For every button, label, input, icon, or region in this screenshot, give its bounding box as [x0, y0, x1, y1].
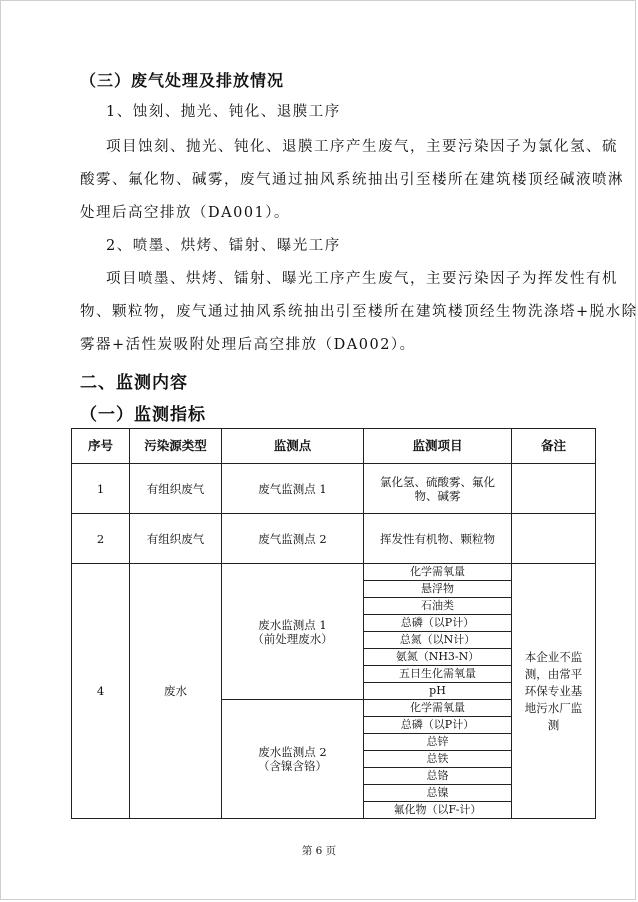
cell-no: 4 — [72, 564, 130, 819]
paragraph-2-line-3: 雾器+活性炭吸附处理后高空排放（DA002）。 — [80, 337, 416, 353]
header-no: 序号 — [72, 429, 130, 464]
paragraph-1-line-2: 酸雾、氟化物、碱雾，废气通过抽风系统抽出引至楼所在建筑楼顶经碱液喷淋 — [80, 172, 624, 188]
monitoring-item: 总磷（以P计） — [364, 717, 512, 734]
monitoring-item: 氨氮（NH3-N） — [364, 649, 512, 666]
monitoring-item: 氟化物（以F-计） — [364, 802, 512, 819]
cell-no: 1 — [72, 464, 130, 514]
cell-source-type: 废水 — [130, 564, 222, 819]
paragraph-2-line-1: 项目喷墨、烘烤、镭射、曝光工序产生废气，主要污染因子为挥发性有机 — [106, 271, 618, 287]
section-3-title: （三）废气处理及排放情况 — [80, 71, 285, 90]
monitoring-item: 五日生化需氧量 — [364, 666, 512, 683]
table-header-row — [72, 429, 596, 464]
monitoring-item: 悬浮物 — [364, 581, 512, 598]
table-row — [72, 564, 596, 581]
table-row — [72, 514, 596, 564]
header-monitoring-items: 监测项目 — [364, 429, 512, 464]
wastewater-point-1-name: 废水监测点 1 — [258, 617, 327, 632]
paragraph-1-line-3: 处理后高空排放（DA001）。 — [80, 205, 291, 221]
monitoring-item: 总氮（以N计） — [364, 632, 512, 649]
cell-no: 2 — [72, 514, 130, 564]
paragraph-1-line-1: 项目蚀刻、抛光、钝化、退膜工序产生废气，主要污染因子为氯化氢、硫 — [106, 139, 618, 155]
cell-monitoring-items: 氯化氢、硫酸雾、氟化物、碱雾 — [364, 464, 512, 514]
monitoring-item: 化学需氧量 — [364, 564, 512, 581]
wastewater-point-2 — [222, 700, 364, 819]
cell-monitoring-point: 废气监测点 1 — [222, 464, 364, 514]
monitoring-item: 石油类 — [364, 598, 512, 615]
section-2-title: 二、监测内容 — [80, 373, 188, 393]
paragraph-2-line-2: 物、颗粒物，废气通过抽风系统抽出引至楼所在建筑楼顶经生物洗涤塔+脱水除 — [80, 304, 638, 320]
subsection-2-title: 2、喷墨、烘烤、镭射、曝光工序 — [106, 238, 341, 254]
wastewater-point-1 — [222, 564, 364, 700]
monitoring-item: 化学需氧量 — [364, 700, 512, 717]
cell-note — [512, 464, 596, 514]
monitoring-item: pH — [364, 683, 512, 700]
monitoring-item: 总铁 — [364, 751, 512, 768]
monitoring-item: 总铬 — [364, 768, 512, 785]
wastewater-point-1-desc: （前处理废水） — [252, 631, 333, 646]
header-monitoring-point: 监测点 — [222, 429, 364, 464]
cell-source-type: 有组织废气 — [130, 464, 222, 514]
cell-source-type: 有组织废气 — [130, 514, 222, 564]
monitoring-table — [71, 428, 596, 819]
subsection-1-title: 1、蚀刻、抛光、钝化、退膜工序 — [106, 104, 341, 120]
table-row — [72, 464, 596, 514]
monitoring-indicators-title: （一）监测指标 — [80, 405, 206, 425]
monitoring-item: 总锌 — [364, 734, 512, 751]
monitoring-item: 总磷（以P计） — [364, 615, 512, 632]
cell-monitoring-point: 废气监测点 2 — [222, 514, 364, 564]
wastewater-point-2-desc: （含镍含铬） — [258, 759, 327, 773]
page-number: 第 6 页 — [301, 845, 337, 857]
cell-monitoring-items: 挥发性有机物、颗粒物 — [364, 514, 512, 564]
header-source-type: 污染源类型 — [130, 429, 222, 464]
monitoring-item: 总镍 — [364, 785, 512, 802]
header-note: 备注 — [512, 429, 596, 464]
wastewater-point-2-name: 废水监测点 2 — [258, 745, 327, 759]
cell-note — [512, 514, 596, 564]
cell-note: 本企业不监测，由常平环保专业基地污水厂监测 — [512, 564, 596, 819]
